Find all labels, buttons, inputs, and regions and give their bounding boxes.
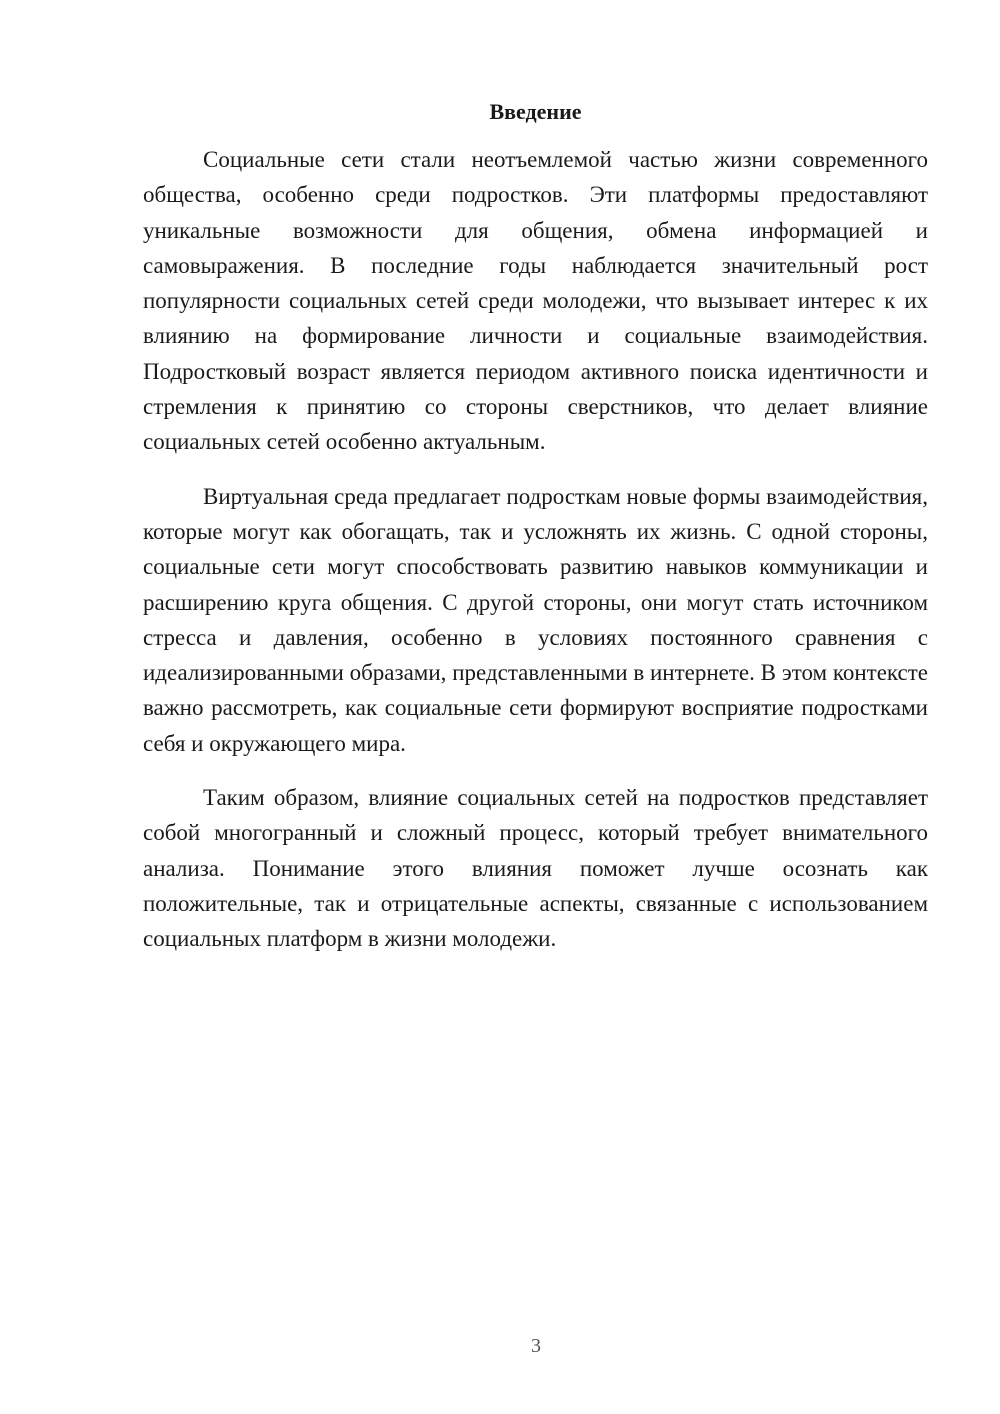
paragraph-3: Таким образом, влияние социальных сетей на подростков представляет собой многогранный и сложный процесс, который требует внимательного анализа. Понимание этого влияния поможет лучше осознать как положительные, так и отрицательные аспекты, связанные с использованием социальных платформ в жизни молодежи. xyxy=(143,785,928,952)
paragraph-1: Социальные сети стали неотъемлемой частью жизни современного общества, особенно среди подростков. Эти платформы предоставляют уникальные возможности для общения, обмена информацией и самовыражения. В последние годы наблюдается значительный рост популярности социальных сетей среди молодежи, что вызывает интерес к их влиянию на формирование личности и социальные взаимодействия. Подростковый возраст является периодом активного поиска идентичности и стремления к принятию со стороны сверстников, что делает влияние социальных сетей особенно актуальным. xyxy=(143,147,928,455)
body-text xyxy=(143,142,928,976)
page-number: 3 xyxy=(531,1335,541,1357)
section-heading: Введение xyxy=(489,99,582,124)
paragraph-2: Виртуальная среда предлагает подросткам новые формы взаимодействия, которые могут как обогащать, так и усложнять их жизнь. С одной стороны, социальные сети могут способствовать развитию навыков коммуникации и расширению круга общения. С другой стороны, они могут стать источником стресса и давления, особенно в условиях постоянного сравнения с идеализированными образами, представленными в интернете. В этом контексте важно рассмотреть, как социальные сети формируют восприятие подростками себя и окружающего мира. xyxy=(143,483,928,756)
